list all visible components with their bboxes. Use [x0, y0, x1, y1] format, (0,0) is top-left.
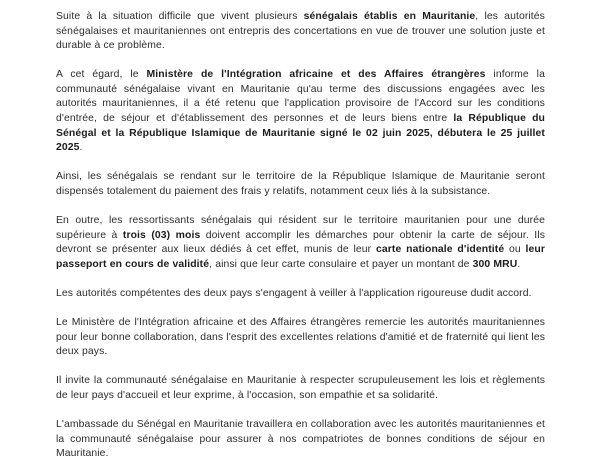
para-2 [56, 68, 545, 156]
text-run: Le Ministère de l'Intégration africaine et des Affaires étrangères remercie les autorités mauritaniennes pour leur bonne collaboration, dans l'esprit des excellentes relations d'amitié et de fraternité qui lient les deux pays. [56, 317, 545, 358]
text-run: doivent accomplir les démarches pour obtenir la carte de séjour. Ils devront se présenter aux lieux dédiés à cet effet, munis de leur [56, 229, 545, 256]
para-8 [56, 418, 545, 462]
text-run: L'ambassade du Sénégal en Mauritanie travaillera en collaboration avec les autorités mauritaniennes et la communauté sénégalaise pour assurer à nos compatriotes de bonnes conditions de séjour en Mauritanie. [56, 418, 545, 460]
text-run: ou [504, 244, 526, 256]
emphasis-run: leur passeport en cours de validité [56, 244, 545, 270]
text-run: . [79, 142, 83, 154]
emphasis-run: la République du Sénégal et la République Islamique de Mauritanie signé le 02 juin 2025, débutera le 25 juillet 2025 [56, 113, 546, 154]
para-1 [56, 10, 545, 54]
para-3 [56, 170, 545, 199]
text-run: A cet égard, le [56, 69, 147, 81]
emphasis-run: sénégalais établis en Mauritanie [303, 11, 476, 22]
emphasis-run: Ministère de l'Intégration africaine et des Affaires étrangères [146, 69, 486, 81]
document-body [56, 10, 545, 462]
text-run: . [517, 258, 521, 270]
emphasis-run: carte nationale d'identité [376, 244, 505, 256]
text-run: , ainsi que leur carte consulaire et payer un montant de [209, 258, 473, 270]
text-run: Les autorités compétentes des deux pays s'engagent à veiller à l'application rigoureuse dudit accord. [56, 287, 532, 299]
text-run: , les autorités sénégalaises et mauritaniennes ont entrepris des concertations en vue de trouver une solution juste et durable à ce problème. [56, 11, 545, 52]
para-6 [56, 316, 545, 360]
text-run: informe la communauté sénégalaise vivant en Mauritanie qu'au terme des discussions engagées avec les autorités mauritaniennes, il a été retenu que l'application provisoire de l'Accord sur les conditions d'entrée, de séjour et d'établissement des personnes et de leurs biens entre [56, 69, 545, 125]
text-run: Il invite la communauté sénégalaise en Mauritanie à respecter scrupuleusement les lois et règlements de leur pays d'accueil et leur exprime, à l'occasion, son empathie et sa solidarité. [56, 375, 545, 401]
para-7 [56, 374, 545, 403]
emphasis-run: trois (03) mois [122, 229, 201, 241]
text-run: Ainsi, les sénégalais se rendant sur le territoire de la République Islamique de Mauritanie seront dispensés totalement du paiement des frais y relatifs, notamment ceux liés à la subsistance. [56, 171, 545, 197]
para-4 [56, 214, 545, 272]
text-run: Suite à la situation difficile que vivent plusieurs [56, 11, 304, 22]
emphasis-run: 300 MRU [472, 258, 518, 270]
para-5 [56, 287, 545, 302]
text-run: En outre, les ressortissants sénégalais qui résident sur le territoire mauritanien pour une durée supérieure à [56, 215, 545, 241]
